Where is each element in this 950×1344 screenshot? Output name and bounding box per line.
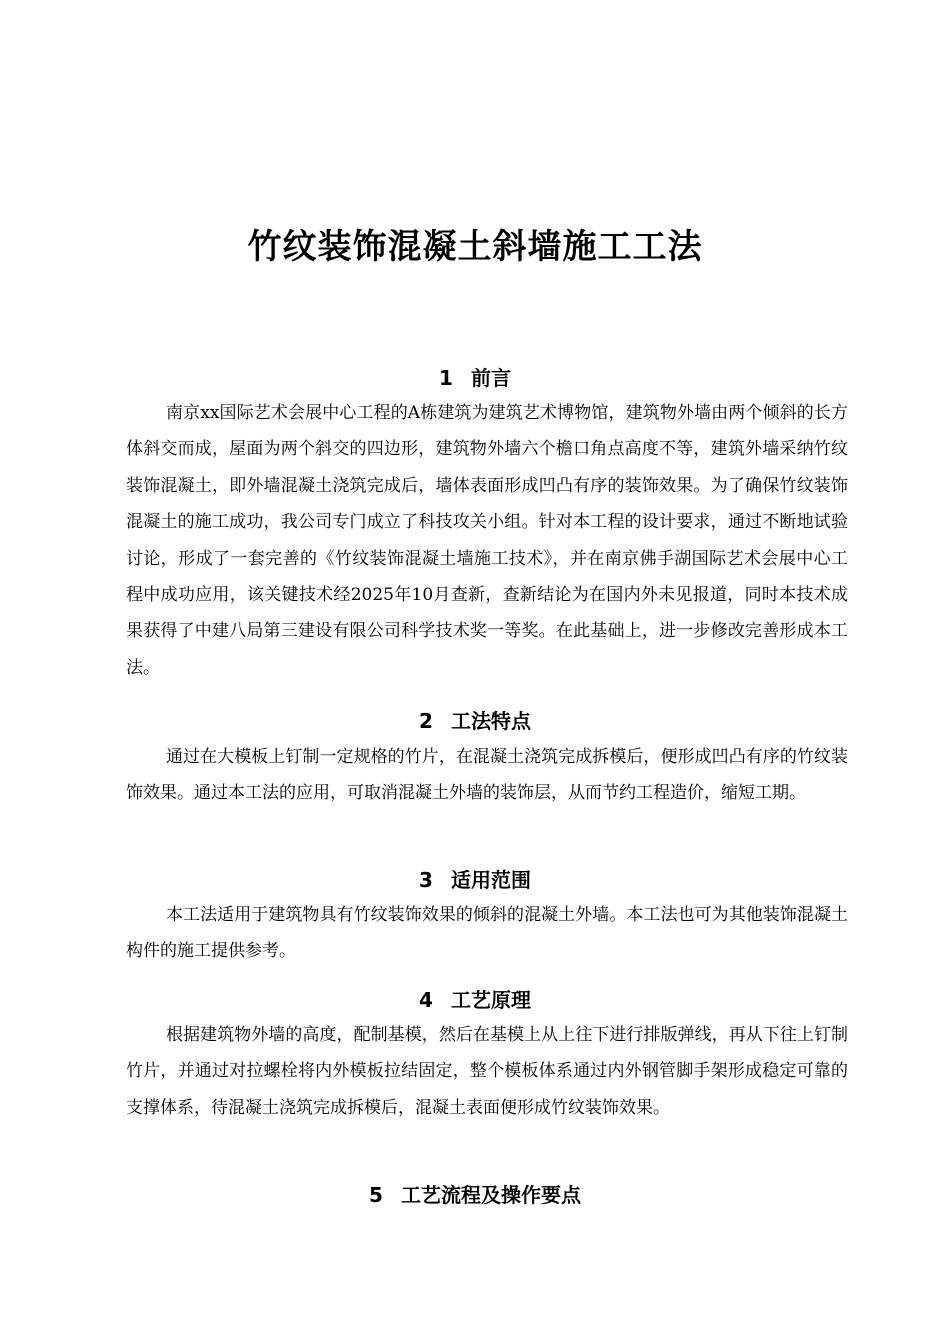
section-title-1: 前言 [470,366,511,390]
section-body-2: 通过在大模板上钉制一定规格的竹片，在混凝土浇筑完成拆模后，便形成凹凸有序的竹纹装饰效果。通过本工法的应用，可取消混凝土外墙的装饰层，从而节约工程造价，缩短工期。 [126,747,848,804]
section-number-1: 1 [439,366,453,390]
section-heading-4 [0,986,950,1014]
section-body-4: 根据建筑物外墙的高度，配制基模，然后在基模上从上往下进行排版弹线，再从下往上钉制竹片，并通过对拉螺栓将内外模板拉结固定，整个模板体系通过内外钢管脚手架形成稳定可靠的支撑体系，待混凝土浇筑完成拆模后，混凝土表面便形成竹纹装饰效果。 [126,1025,848,1118]
section-heading-3 [0,866,950,894]
section-title-2: 工法特点 [450,709,531,733]
document-title: 竹纹装饰混凝土斜墙施工工法 [247,227,703,267]
section-title-4: 工艺原理 [450,988,531,1012]
section-body-3: 本工法适用于建筑物具有竹纹装饰效果的倾斜的混凝土外墙。本工法也可为其他装饰混凝土构件的施工提供参考。 [126,905,848,962]
section-title-3: 适用范围 [450,868,531,892]
section-number-2: 2 [419,709,433,733]
section-body-1: 南京xx国际艺术会展中心工程的A栋建筑为建筑艺术博物馆，建筑物外墙由两个倾斜的长方体斜交而成，屋面为两个斜交的四边形，建筑物外墙六个檐口角点高度不等，建筑外墙采纳竹纹装饰混凝土，即外墙混凝土浇筑完成后，墙体表面形成凹凸有序的装饰效果。为了确保竹纹装饰混凝土的施工成功，我公司专门成立了科技攻关小组。针对本工程的设计要求，通过不断地试验讨论，形成了一套完善的《竹纹装饰混凝土墙施工技术》，并在南京佛手湖国际艺术会展中心工程中成功应用，该关键技术经2025年10月查新，查新结论为在国内外未见报道，同时本技术成果获得了中建八局第三建设有限公司科学技术奖一等奖。在此基础上，进一步修改完善形成本工法。 [126,403,848,678]
section-title-5: 工艺流程及操作要点 [400,1183,581,1207]
section-heading-5 [0,1181,950,1209]
section-heading-1 [0,364,950,392]
section-number-4: 4 [419,988,433,1012]
section-number-3: 3 [419,868,433,892]
section-number-5: 5 [369,1183,383,1207]
section-heading-2 [0,707,950,735]
